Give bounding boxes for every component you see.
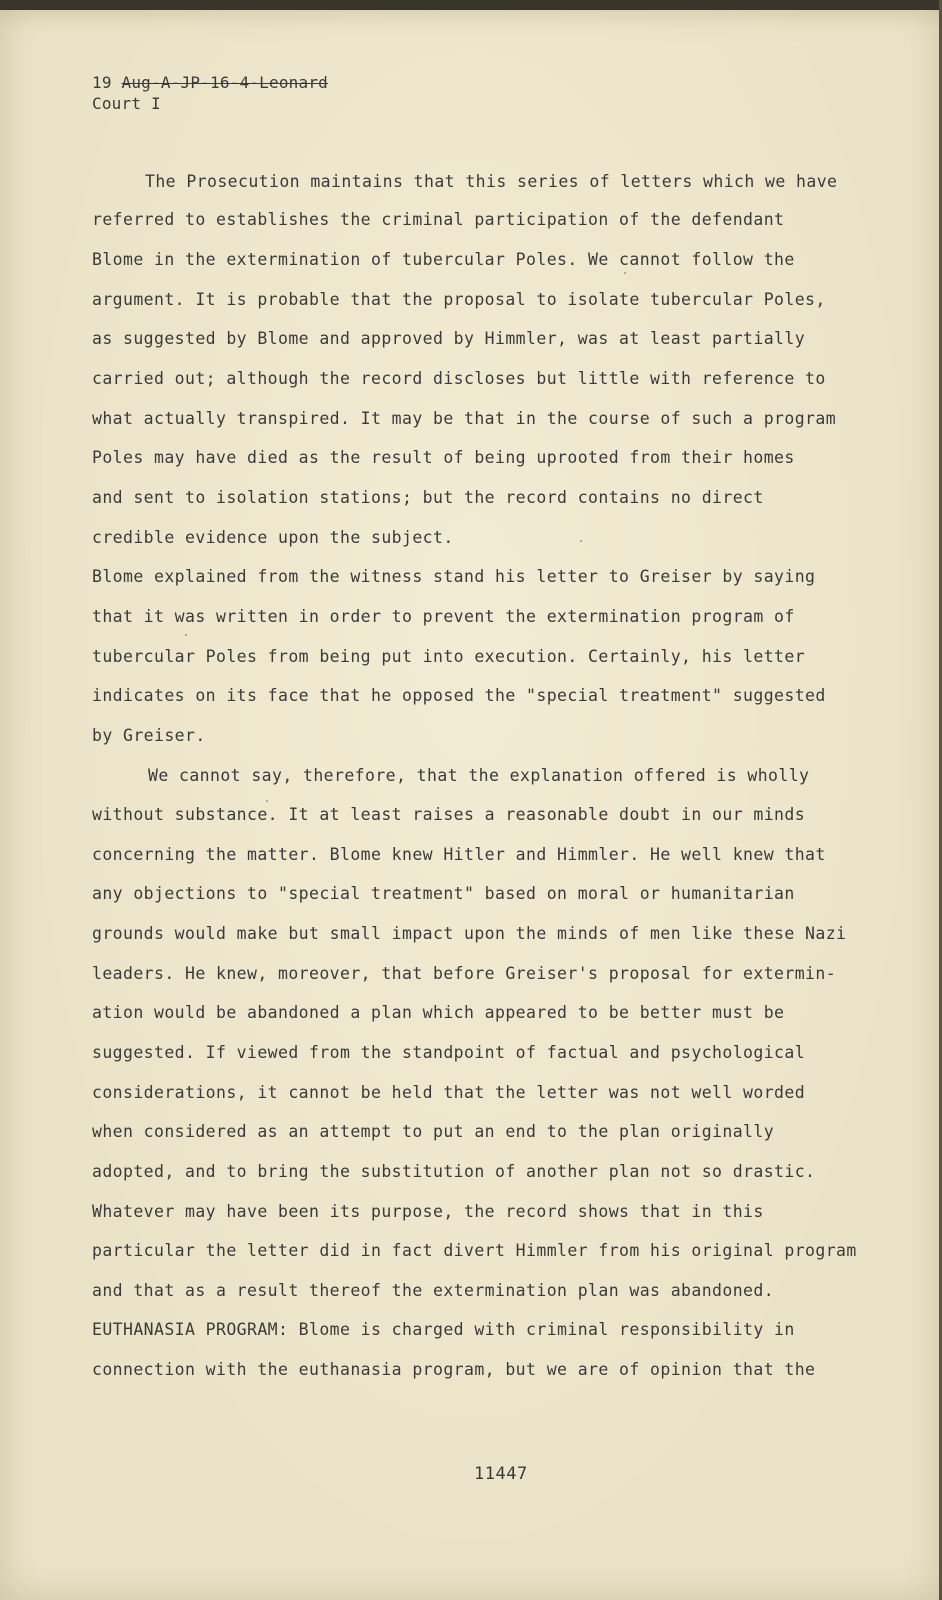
header-date-line	[92, 72, 328, 93]
page-number: 11447	[474, 1464, 528, 1484]
text-line-25: when considered as an attempt to put an end to the plan originally	[92, 1122, 775, 1141]
text-line-8: Poles may have died as the result of being uprooted from their homes	[92, 448, 795, 467]
text-line-29: and that as a result thereof the extermination plan was abandoned.	[92, 1281, 775, 1300]
text-line-28: particular the letter did in fact divert Himmler from his original program	[92, 1241, 857, 1260]
text-line-4: argument. It is probable that the proposal to isolate tubercular Poles,	[92, 290, 826, 309]
text-line-24: considerations, it cannot be held that the letter was not well worded	[92, 1083, 806, 1102]
paper-speck	[624, 272, 626, 274]
text-line-15: by Greiser.	[92, 726, 206, 745]
document-header	[92, 72, 328, 114]
text-line-20: grounds would make but small impact upon the minds of men like these Nazi	[92, 924, 847, 943]
text-line-12: that it was written in order to prevent the extermination program of	[92, 607, 795, 626]
header-date-code: Aug-A-JP-16-4-Leonard	[121, 73, 328, 92]
text-line-30: EUTHANASIA PROGRAM: Blome is charged with criminal responsibility in	[92, 1320, 795, 1339]
text-line-23: suggested. If viewed from the standpoint of factual and psychological	[92, 1043, 806, 1062]
text-line-16: We cannot say, therefore, that the explanation offered is wholly	[148, 766, 810, 785]
text-line-22: ation would be abandoned a plan which appeared to be better must be	[92, 1003, 785, 1022]
scan-top-edge	[0, 0, 942, 10]
text-line-11: Blome explained from the witness stand his letter to Greiser by saying	[92, 567, 816, 586]
text-line-7: what actually transpired. It may be that in the course of such a program	[92, 409, 837, 428]
text-line-21: leaders. He knew, moreover, that before Greiser's proposal for extermin-	[92, 964, 837, 983]
header-date-prefix: 19	[92, 73, 122, 92]
text-line-18: concerning the matter. Blome knew Hitler and Himmler. He well knew that	[92, 845, 826, 864]
text-line-6: carried out; although the record discloses but little with reference to	[92, 369, 826, 388]
paper-speck	[185, 634, 187, 636]
text-line-9: and sent to isolation stations; but the record contains no direct	[92, 488, 764, 507]
paper-speck	[580, 540, 582, 542]
text-line-14: indicates on its face that he opposed the "special treatment" suggested	[92, 686, 826, 705]
text-line-3: Blome in the extermination of tubercular Poles. We cannot follow the	[92, 250, 795, 269]
text-line-1: The Prosecution maintains that this series of letters which we have	[145, 172, 838, 191]
text-line-27: Whatever may have been its purpose, the record shows that in this	[92, 1202, 764, 1221]
text-line-31: connection with the euthanasia program, but we are of opinion that the	[92, 1360, 816, 1379]
text-line-13: tubercular Poles from being put into execution. Certainly, his letter	[92, 647, 806, 666]
paper-speck	[266, 800, 268, 802]
text-line-2: referred to establishes the criminal participation of the defendant	[92, 210, 785, 229]
text-line-5: as suggested by Blome and approved by Himmler, was at least partially	[92, 329, 806, 348]
text-line-17: without substance. It at least raises a reasonable doubt in our minds	[92, 805, 806, 824]
header-court: Court I	[92, 94, 161, 113]
text-line-26: adopted, and to bring the substitution of another plan not so drastic.	[92, 1162, 816, 1181]
text-line-10: credible evidence upon the subject.	[92, 528, 454, 547]
text-line-19: any objections to "special treatment" based on moral or humanitarian	[92, 884, 795, 903]
